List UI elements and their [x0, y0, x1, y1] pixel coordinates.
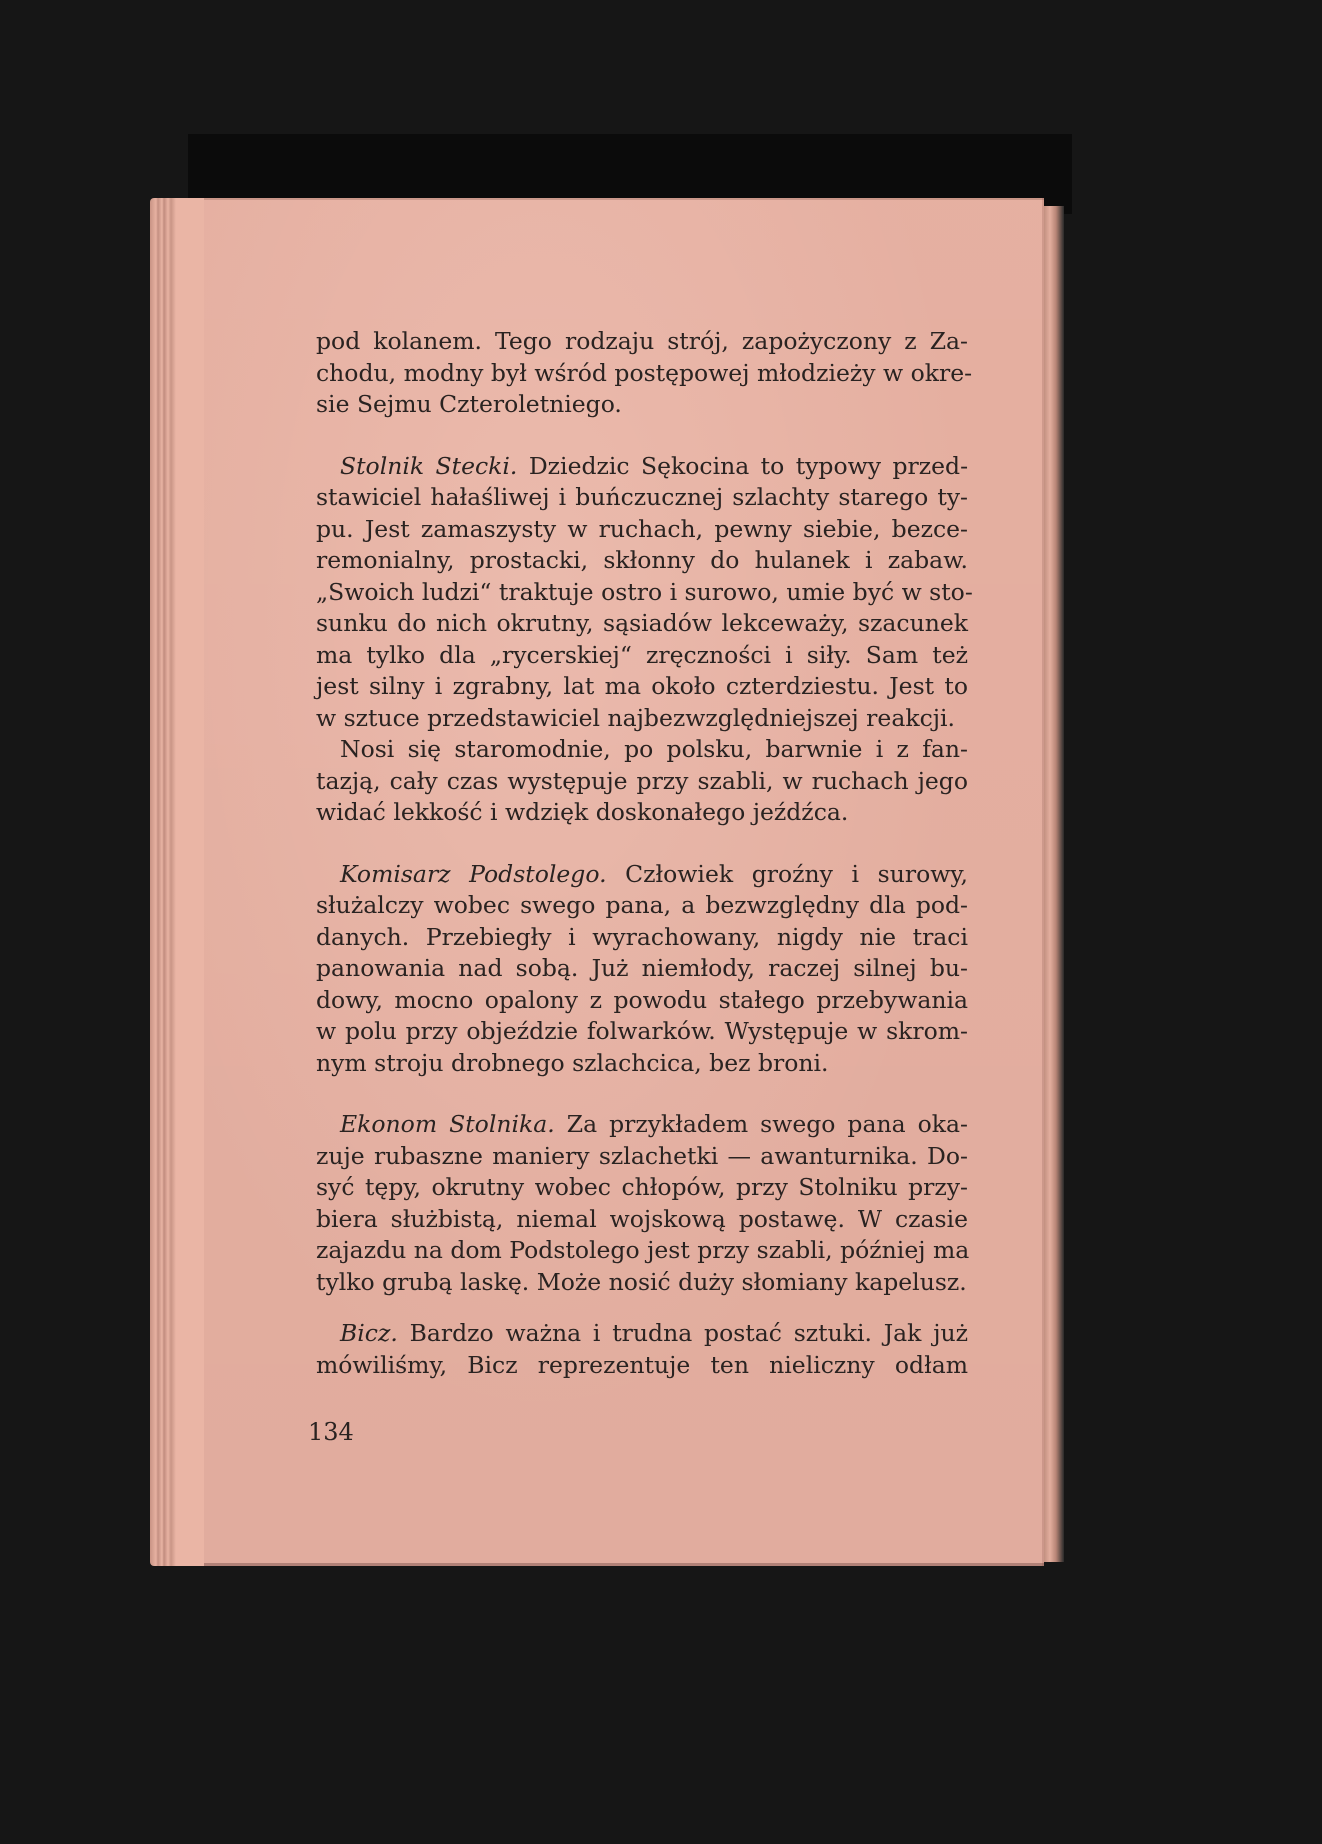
character-name: Ekonom Stolnika.: [340, 1110, 555, 1138]
character-name: Stolnik Stecki.: [340, 451, 518, 480]
paragraph-continuation: [316, 326, 973, 421]
text-line: Nosi się staromodnie, po polsku, barwnie i z fan-: [340, 735, 968, 763]
paragraph-gap: [316, 1298, 968, 1318]
text-line: tazją, cały czas występuje przy szabli, w ruchach jego: [316, 766, 968, 795]
paragraph-komisarz: [316, 859, 968, 1080]
text-line: chodu, modny był wśród postępowej młodzieży w okre-: [316, 358, 973, 387]
page-number: 134: [308, 1418, 354, 1446]
text-line: sunku do nich okrutny, sąsiadów lekceważy, szacunek: [316, 609, 968, 637]
text-line: syć tępy, okrutny wobec chłopów, przy Stolniku przy-: [316, 1173, 968, 1201]
page-text: [316, 326, 973, 1381]
paragraph-stolnik-costume: [316, 734, 968, 829]
text-line: [316, 1109, 968, 1141]
page-edge-stack: [150, 198, 210, 1566]
character-name: Komisarz Podstolego.: [340, 859, 607, 888]
text-fragment: Bardzo ważna i trudna postać sztuki. Jak już: [397, 1319, 968, 1347]
paragraph-gap: [316, 1079, 968, 1109]
text-line: panowania nad sobą. Już niemłody, raczej silnej bu-: [316, 954, 968, 982]
paragraph-ekonom: [316, 1109, 968, 1298]
text-line: biera służbistą, niemal wojskową postawę. W czasie: [316, 1204, 968, 1233]
text-line: mówiliśmy, Bicz reprezentuje ten nieliczny odłam: [316, 1350, 968, 1379]
text-fragment: Człowiek groźny i surowy,: [606, 859, 968, 888]
text-line: remonialny, prostacki, skłonny do hulanek i zabaw.: [316, 546, 968, 574]
text-fragment: Za przykładem swego pana oka-: [554, 1110, 968, 1138]
paragraph-bicz: [316, 1318, 968, 1381]
text-line: [316, 1318, 968, 1350]
character-name: Bicz.: [340, 1319, 398, 1347]
text-line: danych. Przebiegły i wyrachowany, nigdy nie traci: [316, 922, 968, 951]
text-line: „Swoich ludzi“ traktuje ostro i surowo, umie być w sto-: [316, 577, 973, 606]
text-line: zuje rubaszne maniery szlachetki — awanturnika. Do-: [316, 1141, 968, 1170]
text-line: tylko grubą laskę. Może nosić duży słomiany kapelusz.: [316, 1267, 967, 1296]
paragraph-gap: [316, 829, 968, 859]
text-line: sie Sejmu Czteroletniego.: [316, 390, 622, 418]
text-line: ma tylko dla „rycerskiej“ zręczności i siły. Sam też: [316, 640, 968, 669]
text-line: jest silny i zgrabny, lat ma około czterdziestu. Jest to: [316, 672, 968, 700]
text-line: nym stroju drobnego szlachcica, bez broni.: [316, 1048, 829, 1077]
text-line: w sztuce przedstawiciel najbezwzględniejszej reakcji.: [316, 703, 956, 732]
text-fragment: Dziedzic Sękocina to typowy przed-: [517, 451, 969, 480]
text-line: [316, 859, 968, 891]
text-line: służalczy wobec swego pana, a bezwzględny dla pod-: [316, 891, 968, 919]
text-line: zajazdu na dom Podstolego jest przy szabli, później ma: [316, 1236, 970, 1264]
paragraph-gap: [316, 421, 968, 451]
text-line: dowy, mocno opalony z powodu stałego przebywania: [316, 985, 968, 1014]
text-line: pu. Jest zamaszysty w ruchach, pewny siebie, bezce-: [316, 514, 968, 543]
text-line: stawiciel hałaśliwej i buńczucznej szlachty starego ty-: [316, 483, 968, 511]
paragraph-stolnik-stecki: [316, 451, 973, 735]
page-right-edge: [1044, 206, 1064, 1562]
text-line: pod kolanem. Tego rodzaju strój, zapożyczony z Za-: [316, 327, 968, 355]
text-line: widać lekkość i wdzięk doskonałego jeźdźca.: [316, 798, 849, 826]
text-line: [316, 451, 968, 483]
text-line: w polu przy objeździe folwarków. Występuje w skrom-: [316, 1017, 968, 1045]
